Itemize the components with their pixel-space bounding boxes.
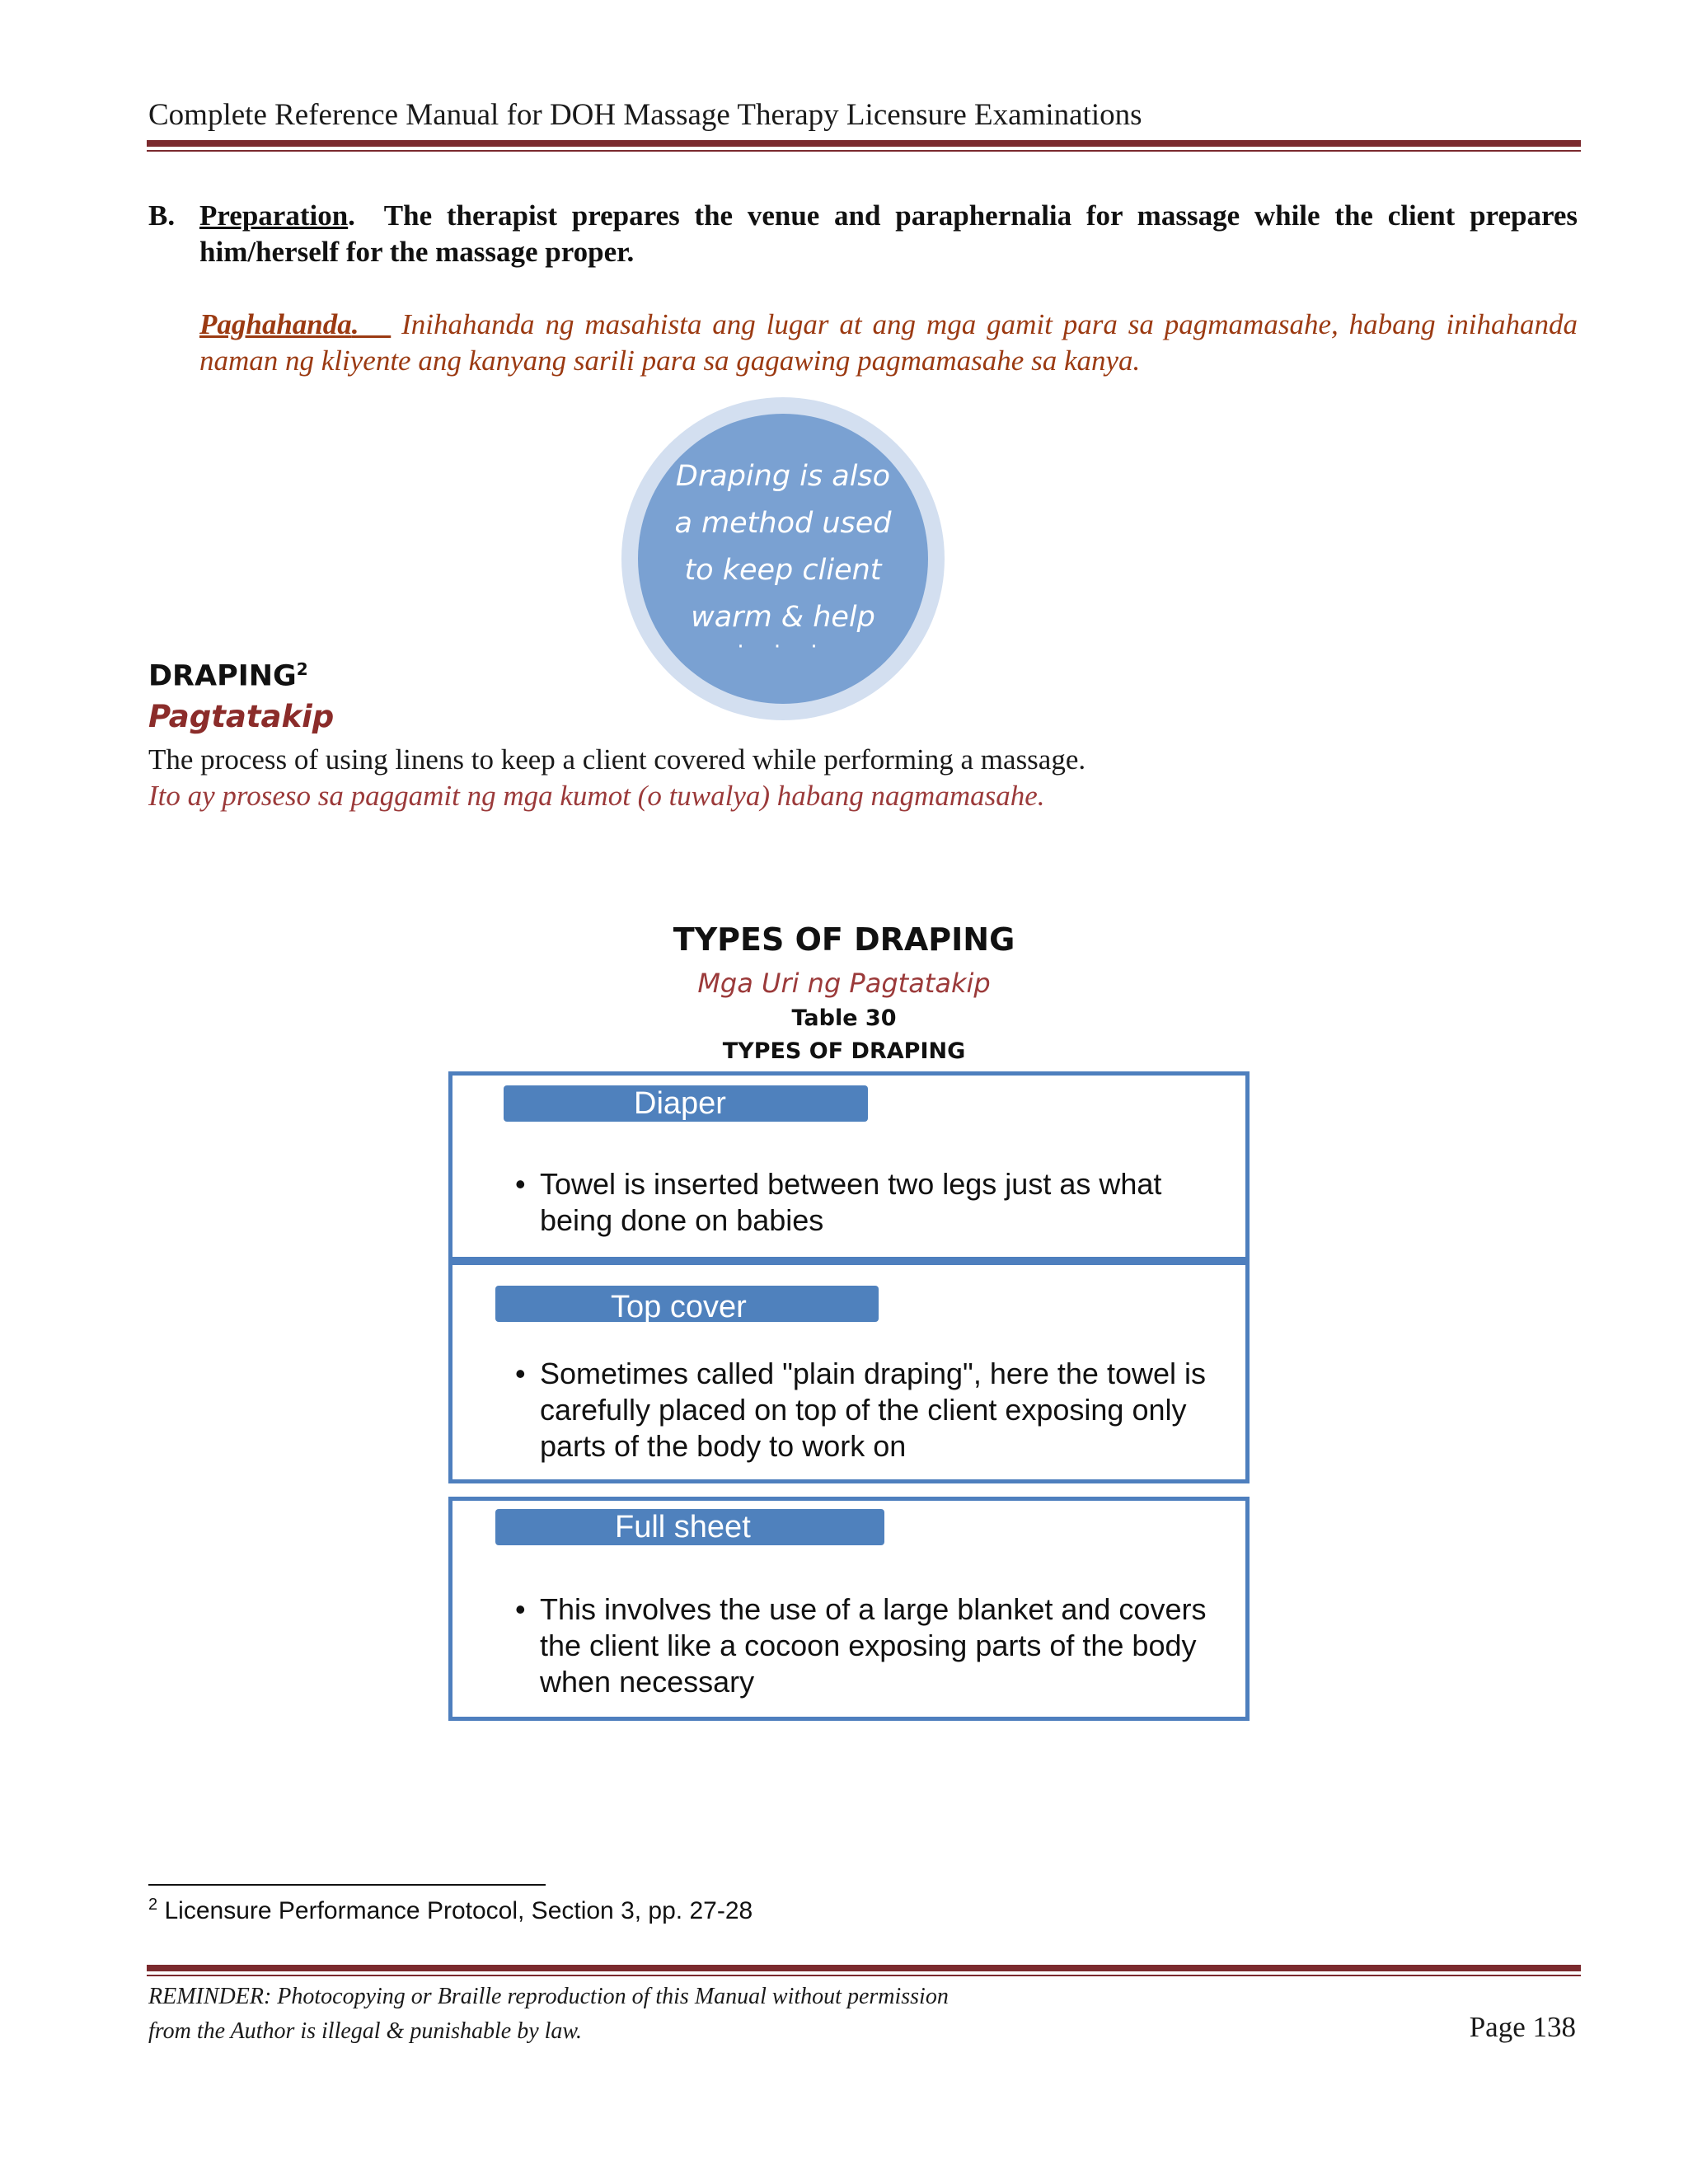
header-rule-thick xyxy=(147,140,1581,147)
callout-ellipsis: · · · xyxy=(737,635,829,659)
footer-rule-thick xyxy=(147,1965,1581,1971)
footnote-number: 2 xyxy=(148,1896,158,1914)
preparation-paragraph-filipino: Paghahanda. Inihahanda ng masahista ang lugar at ang mga gamit para sa pagmamasahe, habang inihahanda naman ng kliyente ang kanyang sarili para sa gagawing pagmamasahe sa kanya. xyxy=(199,308,1578,377)
draping-definition-filipino: Ito ay proseso sa paggamit ng mga kumot (o tuwalya) habang nagmamasahe. xyxy=(148,780,1045,812)
footnote xyxy=(148,1896,753,1925)
callout-line: Draping is also xyxy=(675,460,891,493)
page-number: Page 138 xyxy=(1469,2011,1576,2043)
table-number: Table 30 xyxy=(791,1005,897,1031)
callout-text xyxy=(638,453,928,641)
draping-type-label: Diaper xyxy=(504,1085,868,1122)
draping-type-description: • Sometimes called "plain draping", here the towel is carefully placed on top of the client exposing only parts of the body to work on xyxy=(515,1356,1224,1465)
callout-line: to keep client xyxy=(684,554,882,587)
section-letter: B. xyxy=(148,199,176,232)
draping-heading-filipino: Pagtatakip xyxy=(148,699,335,734)
preparation-term-filipino: Paghahanda xyxy=(199,308,352,340)
preparation-text: The therapist prepares the venue and paraphernalia for massage while the client prepares him/herself for the massage proper. xyxy=(199,199,1578,268)
header-rule-thin xyxy=(147,150,1581,152)
draping-definition: The process of using linens to keep a client covered while performing a massage. xyxy=(148,743,1086,776)
draping-heading: DRAPING$^2$ xyxy=(148,659,308,693)
footnote-rule xyxy=(148,1884,546,1886)
draping-type-description: • This involves the use of a large blanket and covers the client like a cocoon exposing parts of the body when necessary xyxy=(515,1591,1224,1700)
draping-type-label: Full sheet xyxy=(495,1509,884,1545)
types-heading: TYPES OF DRAPING xyxy=(673,921,1015,958)
footnote-text: Licensure Performance Protocol, Section 3, pp. 27-28 xyxy=(164,1897,753,1924)
footnote-ref: 2 xyxy=(296,659,308,679)
copyright-reminder: REMINDER: Photocopying or Braille reproduction of this Manual without permission from the Author is illegal & punishable by law. xyxy=(148,1984,949,2044)
callout-line: warm & help xyxy=(691,601,875,634)
draping-type-card-diaper xyxy=(448,1071,1250,1261)
page-header-title: Complete Reference Manual for DOH Massage Therapy Licensure Examinations xyxy=(148,98,1142,132)
draping-type-description: • Towel is inserted between two legs just as what being done on babies xyxy=(515,1166,1224,1239)
footer-rule-thin xyxy=(147,1975,1581,1976)
types-heading-filipino: Mga Uri ng Pagtatakip xyxy=(697,968,991,999)
preparation-paragraph: B. Preparation. The therapist prepares the venue and paraphernalia for massage while the client prepares him/herself for the massage proper. xyxy=(148,199,1578,268)
draping-type-card-top-cover xyxy=(448,1261,1250,1483)
preparation-text-filipino: Inihahanda ng masahista ang lugar at ang mga gamit para sa pagmamasahe, habang inihahanda naman ng kliyente ang kanyang sarili para sa gagawing pagmamasahe sa kanya. xyxy=(199,308,1578,377)
draping-type-card-full-sheet xyxy=(448,1497,1250,1721)
callout-line: a method used xyxy=(674,507,892,540)
preparation-term: Preparation xyxy=(199,199,349,232)
draping-type-label: Top cover xyxy=(495,1286,879,1322)
table-caption: TYPES OF DRAPING xyxy=(722,1038,966,1064)
